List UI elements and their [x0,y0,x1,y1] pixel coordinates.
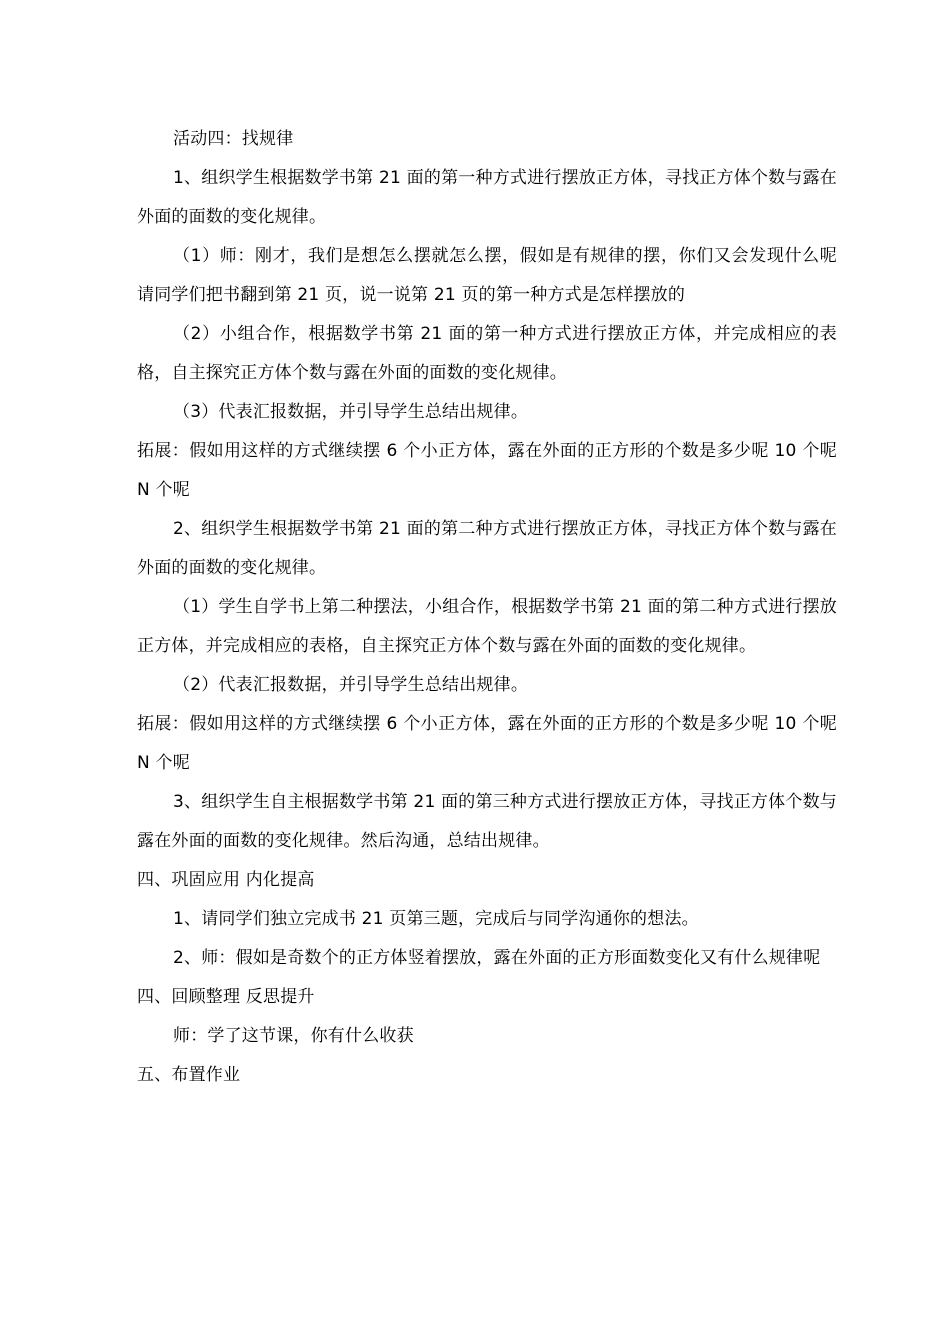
paragraph-step-1-2: （2）小组合作，根据数学书第 21 面的第一种方式进行摆放正方体，并完成相应的表格，自主探究正方体个数与露在外面的面数的变化规律。 [137,324,837,383]
paragraph-consolidate-2: 2、师：假如是奇数个的正方体竖着摆放，露在外面的正方形面数变化又有什么规律呢 [173,948,821,968]
paragraph-review-question: 师：学了这节课，你有什么收获 [173,1026,414,1046]
paragraph-step-2-2: （2）代表汇报数据，并引导学生总结出规律。 [173,675,529,695]
document-body [137,120,837,1095]
paragraph-extension-2: 拓展：假如用这样的方式继续摆 6 个小正方体，露在外面的正方形的个数是多少呢 10 个呢 N 个呢 [137,714,837,773]
section-heading-review: 四、回顾整理 反思提升 [137,987,315,1007]
paragraph-step-1: 1、组织学生根据数学书第 21 面的第一种方式进行摆放正方体，寻找正方体个数与露在外面的面数的变化规律。 [137,168,837,227]
paragraph-consolidate-1: 1、请同学们独立完成书 21 页第三题，完成后与同学沟通你的想法。 [173,909,699,929]
paragraph-step-3: 3、组织学生自主根据数学书第 21 面的第三种方式进行摆放正方体，寻找正方体个数与露在外面的面数的变化规律。然后沟通，总结出规律。 [137,792,837,851]
section-heading-consolidate: 四、巩固应用 内化提高 [137,870,315,890]
paragraph-step-1-3: （3）代表汇报数据，并引导学生总结出规律。 [173,402,529,422]
activity-four-heading: 活动四：找规律 [173,129,294,149]
paragraph-extension-1: 拓展：假如用这样的方式继续摆 6 个小正方体，露在外面的正方形的个数是多少呢 10 个呢 N 个呢 [137,441,837,500]
paragraph-step-1-1: （1）师：刚才，我们是想怎么摆就怎么摆，假如是有规律的摆，你们又会发现什么呢请同学们把书翻到第 21 页，说一说第 21 页的第一种方式是怎样摆放的 [137,246,837,305]
paragraph-step-2-1: （1）学生自学书上第二种摆法，小组合作，根据数学书第 21 面的第二种方式进行摆放正方体，并完成相应的表格，自主探究正方体个数与露在外面的面数的变化规律。 [137,597,837,656]
paragraph-step-2: 2、组织学生根据数学书第 21 面的第二种方式进行摆放正方体，寻找正方体个数与露在外面的面数的变化规律。 [137,519,837,578]
section-heading-homework: 五、布置作业 [137,1065,241,1085]
